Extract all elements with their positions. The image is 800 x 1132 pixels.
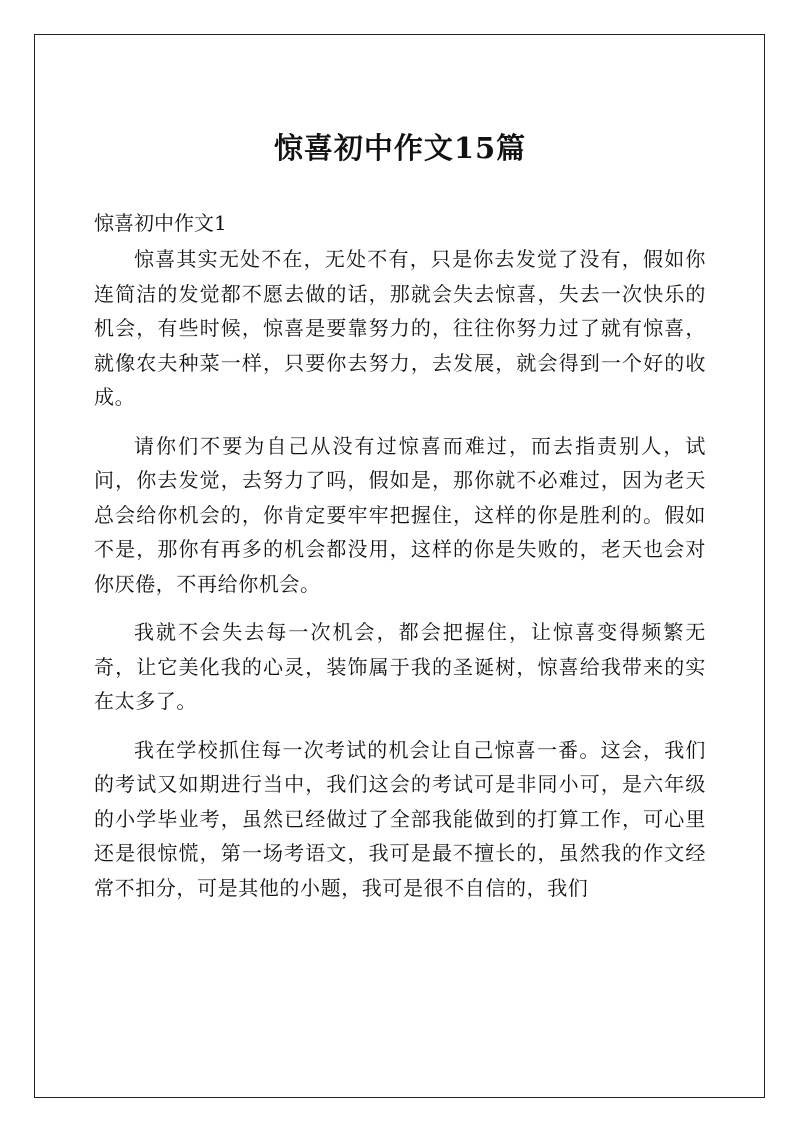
paragraph-4: 我在学校抓住每一次考试的机会让自己惊喜一番。这会，我们的考试又如期进行当中，我们这会的考试可是非同小可，是六年级的小学毕业考，虽然已经做过了全部我能做到的打算工作，可心里还是很惊慌，第一场考语文，我可是最不擅长的，虽然我的作文经常不扣分，可是其他的小题，我可是很不自信的，我们	[94, 737, 706, 900]
document-body	[94, 126, 706, 905]
section-heading: 惊喜初中作文1	[94, 211, 227, 235]
paragraph-3: 我就不会失去每一次机会，都会把握住，让惊喜变得频繁无奇，让它美化我的心灵，装饰属于我的圣诞树，惊喜给我带来的实在太多了。	[94, 620, 706, 713]
document-title: 惊喜初中作文15篇	[273, 131, 527, 165]
paragraph-2: 请你们不要为自己从没有过惊喜而难过，而去指责别人，试问，你去发觉，去努力了吗，假如是，那你就不必难过，因为老天总会给你机会的，你肯定要牢牢把握住，这样的你是胜利的。假如不是，那你有再多的机会都没用，这样的你是失败的，老天也会对你厌倦，不再给你机会。	[94, 433, 706, 596]
paragraph-1: 惊喜其实无处不在，无处不有，只是你去发觉了没有，假如你连简洁的发觉都不愿去做的话，那就会失去惊喜，失去一次快乐的机会，有些时候，惊喜是要靠努力的，往往你努力过了就有惊喜，就像农夫种菜一样，只要你去努力，去发展，就会得到一个好的收成。	[94, 247, 706, 409]
